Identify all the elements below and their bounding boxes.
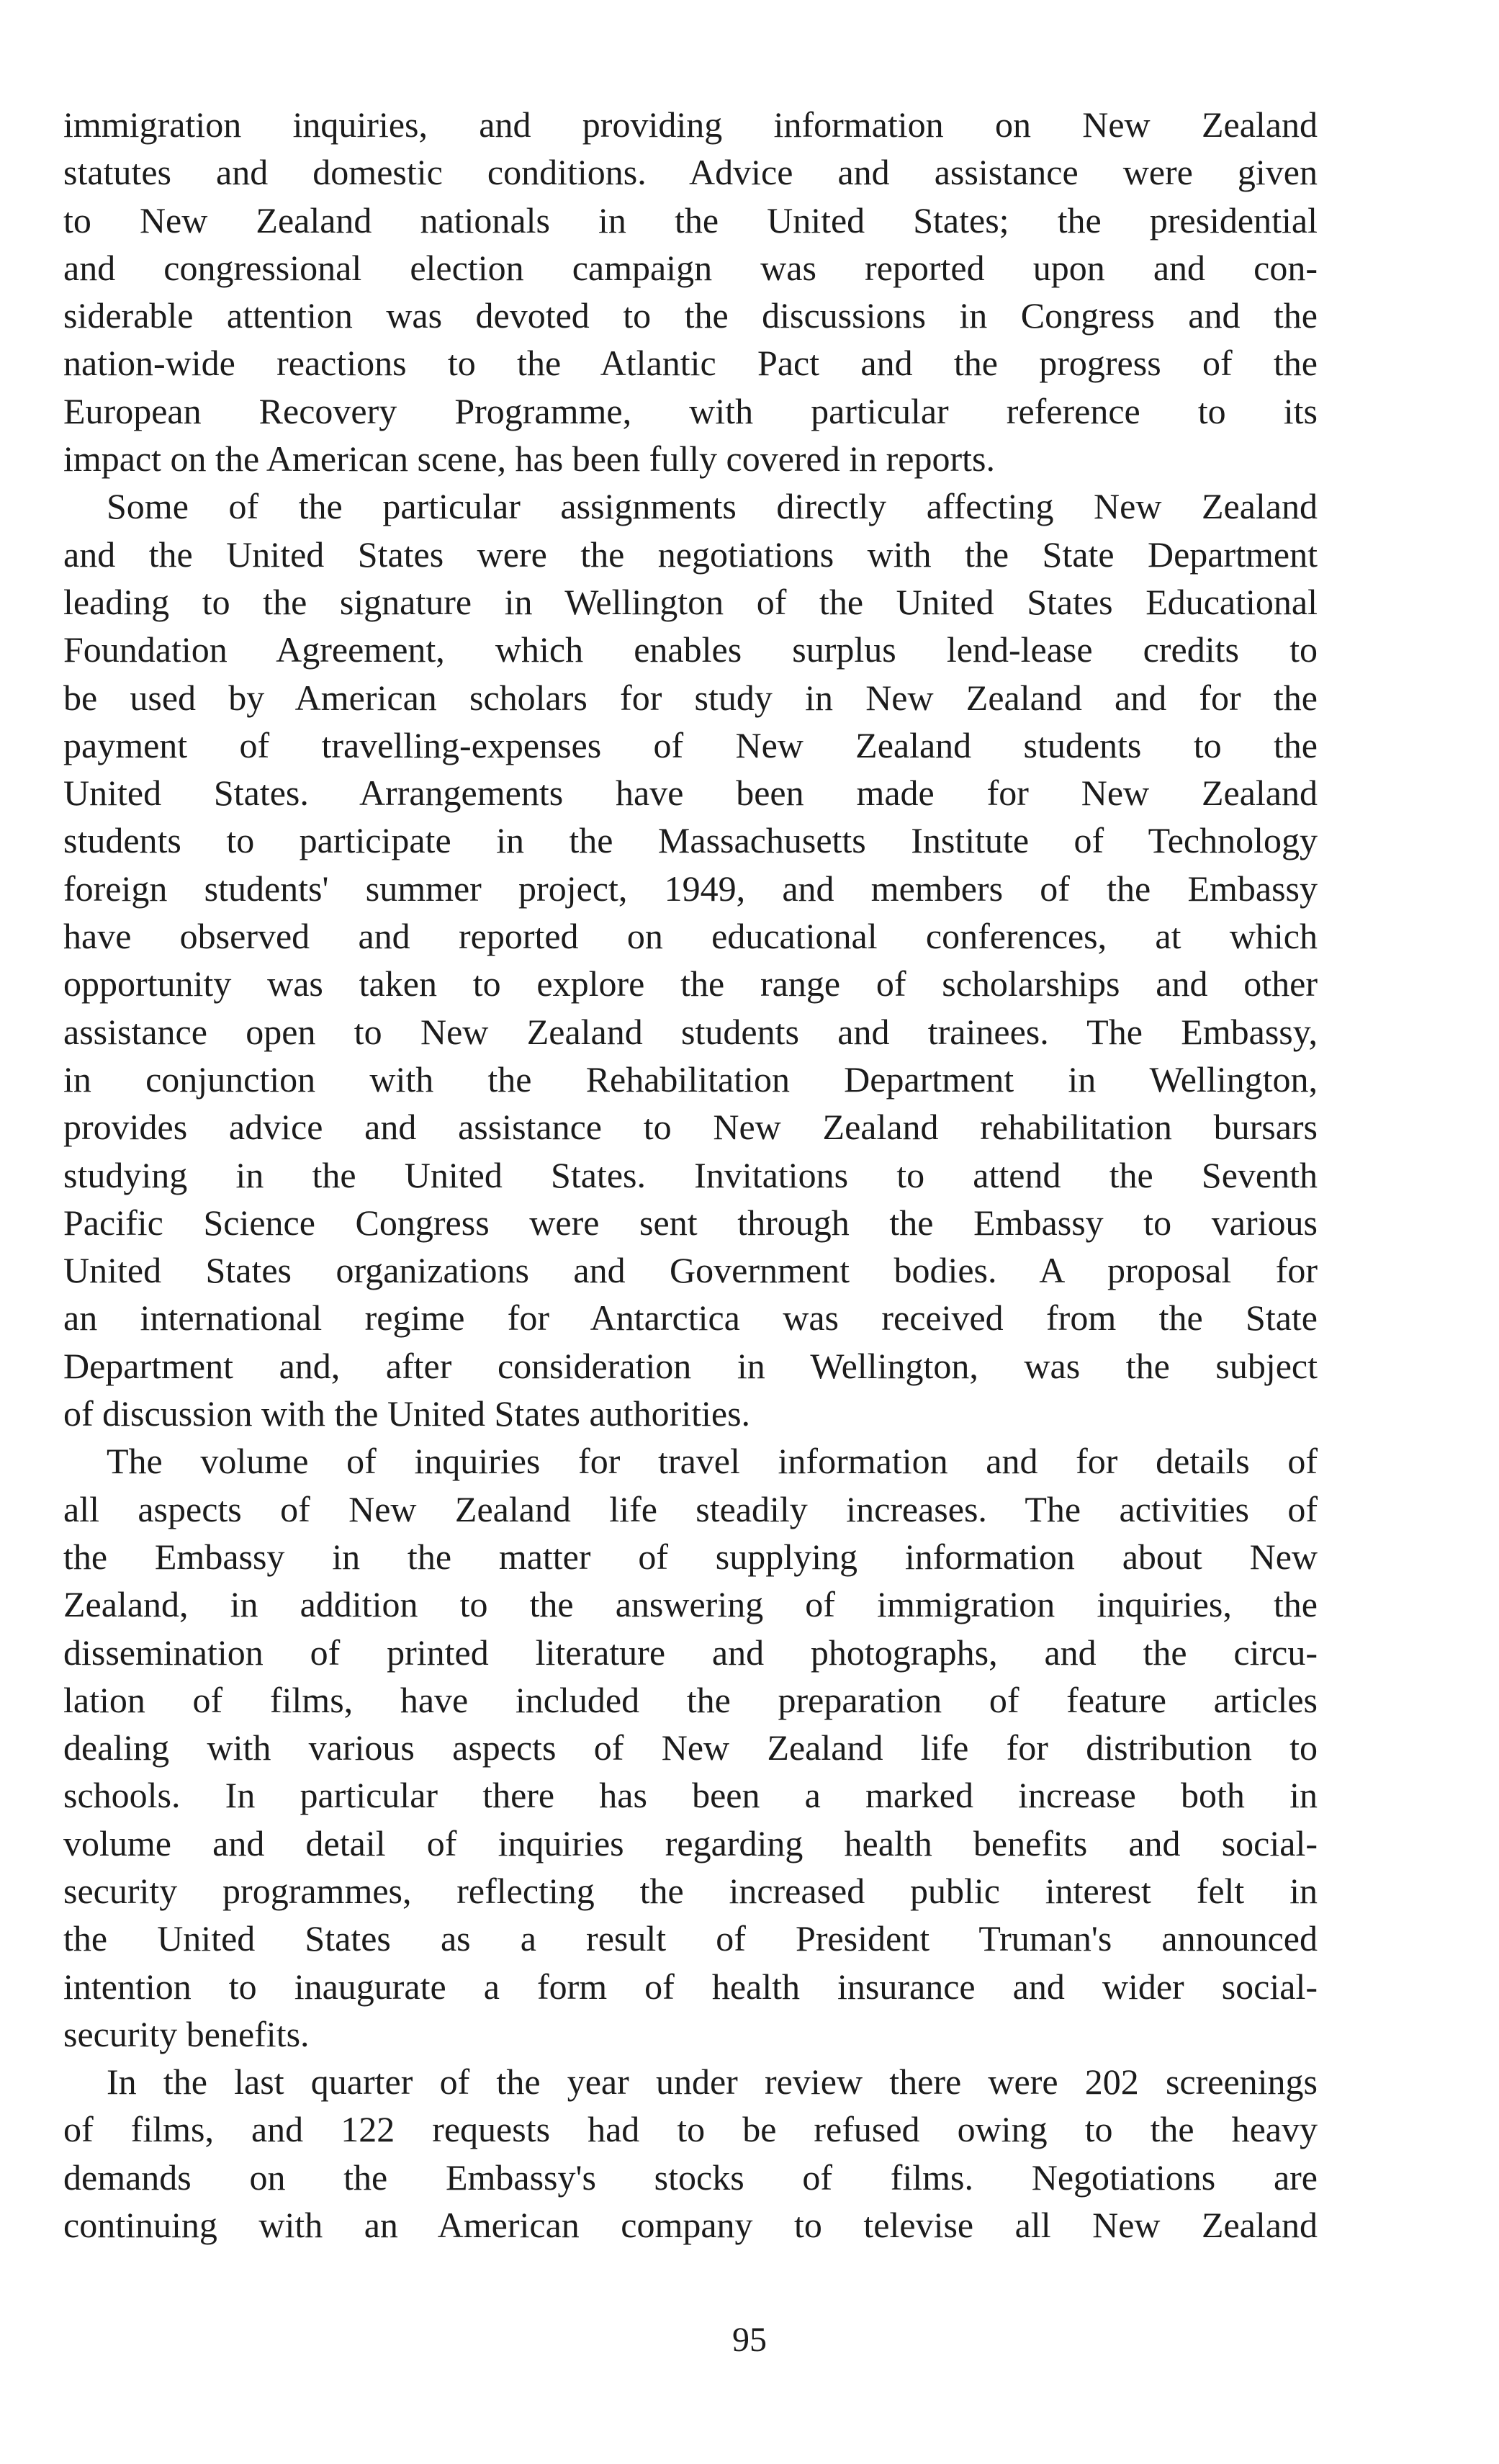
- text-line: United States organizations and Government bodies. A proposal for: [63, 1250, 1318, 1291]
- text-line: intention to inaugurate a form of health insurance and wider social-: [63, 1966, 1318, 2007]
- text-line: and congressional election campaign was reported upon and con-: [63, 247, 1318, 288]
- text-line: demands on the Embassy's stocks of films. Negotiations are: [63, 2157, 1318, 2198]
- text-line: dissemination of printed literature and photographs, and the circu-: [63, 1632, 1318, 1673]
- document-page: [63, 101, 1318, 2249]
- text-line: the Embassy in the matter of supplying information about New: [63, 1536, 1318, 1577]
- text-line: nation-wide reactions to the Atlantic Pact and the progress of the: [63, 343, 1318, 384]
- text-line: European Recovery Programme, with particular reference to its: [63, 390, 1318, 431]
- text-line: The volume of inquiries for travel information and for details of: [107, 1441, 1318, 1482]
- text-line: be used by American scholars for study in New Zealand and for the: [63, 677, 1318, 718]
- text-line: security programmes, reflecting the increased public interest felt in: [63, 1870, 1318, 1911]
- text-line: immigration inquiries, and providing information on New Zealand: [63, 104, 1318, 145]
- text-line: schools. In particular there has been a marked increase both in: [63, 1775, 1318, 1816]
- text-line: Department and, after consideration in Wellington, was the subject: [63, 1345, 1318, 1386]
- text-line: studying in the United States. Invitations to attend the Seventh: [63, 1154, 1318, 1195]
- text-line: impact on the American scene, has been fully covered in reports.: [63, 439, 995, 480]
- text-line: have observed and reported on educational conferences, at which: [63, 916, 1318, 957]
- text-line: foreign students' summer project, 1949, and members of the Embassy: [63, 868, 1318, 909]
- paragraph-3: [63, 1437, 1318, 2058]
- text-line: and the United States were the negotiations with the State Department: [63, 534, 1318, 575]
- text-line: United States. Arrangements have been made for New Zealand: [63, 773, 1318, 814]
- text-line: lation of films, have included the preparation of feature articles: [63, 1679, 1318, 1720]
- text-line: Foundation Agreement, which enables surplus lend-lease credits to: [63, 629, 1318, 670]
- text-line: opportunity was taken to explore the range of scholarships and other: [63, 963, 1318, 1004]
- text-line: Some of the particular assignments directly affecting New Zealand: [107, 486, 1318, 527]
- text-line: continuing with an American company to televise all New Zealand: [63, 2205, 1318, 2246]
- paragraph-4: [63, 2058, 1318, 2249]
- text-line: statutes and domestic conditions. Advice and assistance were given: [63, 152, 1318, 193]
- text-line: provides advice and assistance to New Zealand rehabilitation bursars: [63, 1107, 1318, 1148]
- text-line: of films, and 122 requests had to be refused owing to the heavy: [63, 2109, 1318, 2150]
- paragraph-2: [63, 482, 1318, 1437]
- text-line: volume and detail of inquiries regarding health benefits and social-: [63, 1822, 1318, 1863]
- text-line: payment of travelling-expenses of New Zealand students to the: [63, 724, 1318, 765]
- text-line: security benefits.: [63, 2013, 310, 2054]
- text-line: assistance open to New Zealand students and trainees. The Embassy,: [63, 1011, 1318, 1052]
- text-line: of discussion with the United States authorities.: [63, 1393, 751, 1434]
- text-line: all aspects of New Zealand life steadily increases. The activities of: [63, 1488, 1318, 1529]
- text-line: dealing with various aspects of New Zealand life for distribution to: [63, 1727, 1318, 1768]
- text-line: in conjunction with the Rehabilitation Department in Wellington,: [63, 1058, 1318, 1100]
- paragraph-1: [63, 101, 1318, 482]
- text-line: an international regime for Antarctica was received from the State: [63, 1298, 1318, 1339]
- text-line: siderable attention was devoted to the discussions in Congress and the: [63, 295, 1318, 336]
- page-number: 95: [732, 2321, 767, 2359]
- text-line: leading to the signature in Wellington of the United States Educational: [63, 581, 1318, 622]
- text-line: Pacific Science Congress were sent through the Embassy to various: [63, 1202, 1318, 1243]
- text-line: In the last quarter of the year under review there were 202 screenings: [107, 2061, 1318, 2103]
- text-line: to New Zealand nationals in the United States; the presidential: [63, 199, 1318, 240]
- text-line: students to participate in the Massachusetts Institute of Technology: [63, 820, 1318, 861]
- text-line: Zealand, in addition to the answering of immigration inquiries, the: [63, 1584, 1318, 1625]
- text-line: the United States as a result of President Truman's announced: [63, 1918, 1318, 1959]
